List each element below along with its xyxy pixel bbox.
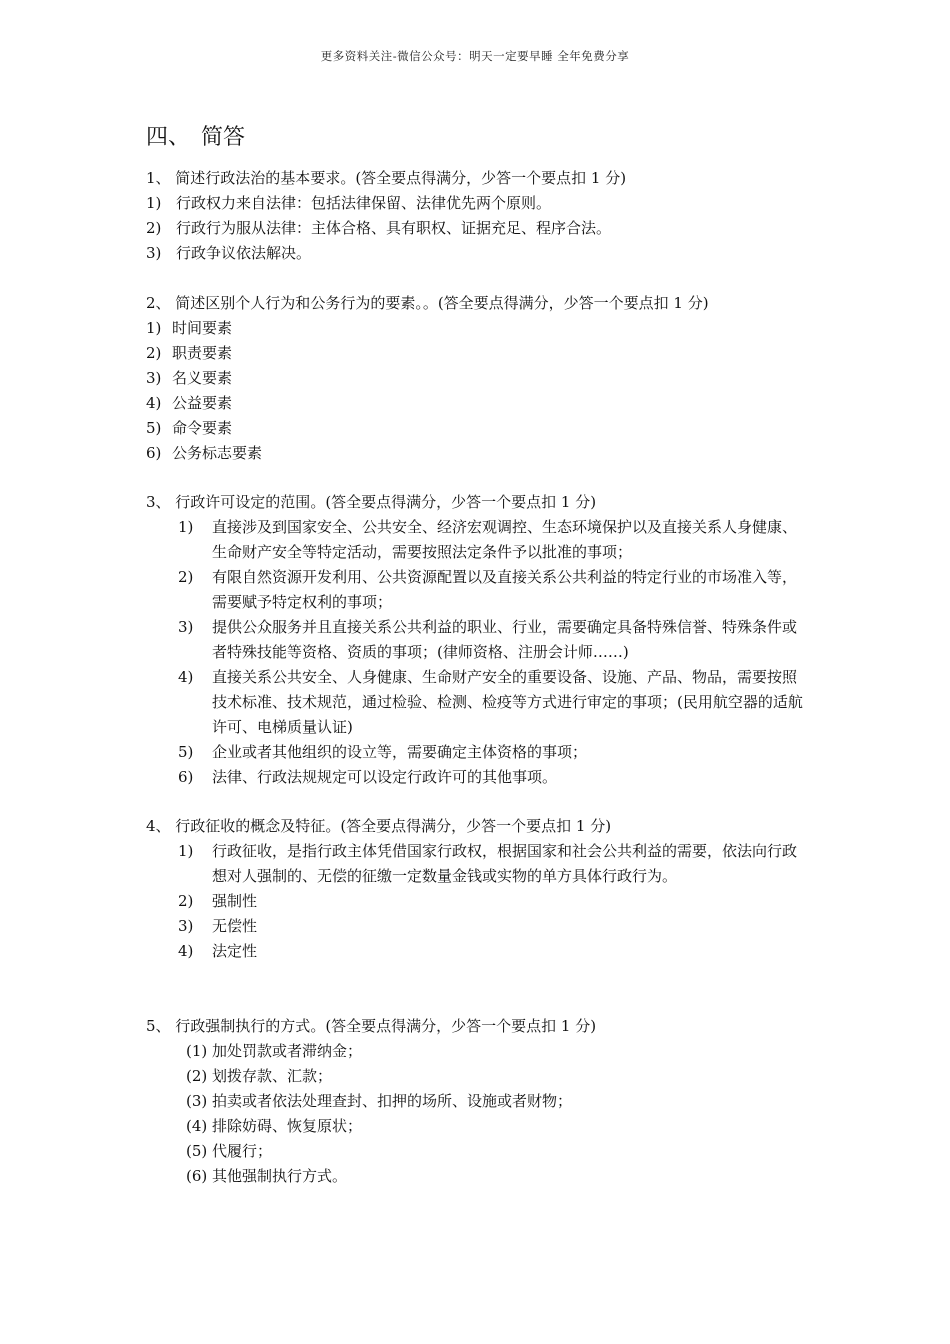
q3-item-4: [178, 665, 810, 740]
q2-item-6: [146, 441, 262, 466]
item-number: 2): [178, 892, 194, 910]
item-number: 5): [146, 419, 162, 437]
item-number: 2): [146, 344, 162, 362]
q5-item-3: (3) 拍卖或者依法处理查封、扣押的场所、设施或者财物；: [186, 1092, 573, 1110]
item-text: 名义要素: [172, 369, 233, 387]
item-text: 行政行为服从法律：主体合格、具有职权、证据充足、程序合法。: [176, 219, 612, 237]
q3-item-2: [178, 565, 810, 615]
item-number: 5): [178, 743, 194, 761]
q5-item-6: (6) 其他强制执行方式。: [186, 1167, 348, 1185]
q1-item-3: [146, 241, 311, 266]
q2-item-2: [146, 341, 232, 366]
item-text: 直接关系公共安全、人身健康、生命财产安全的重要设备、设施、产品、物品，需要按照技术标准、技术规范，通过检验、检测、检疫等方式进行审定的事项；(民用航空器的适航许可、电梯质量认证): [212, 668, 803, 736]
q4-item-1: [178, 839, 810, 889]
q5-item-5: (5) 代履行；: [186, 1142, 273, 1160]
question-1-title: 1、 简述行政法治的基本要求。(答全要点得满分，少答一个要点扣 1 分): [146, 169, 627, 187]
item-number: 1): [146, 194, 162, 212]
section-title: 四、 简答: [146, 125, 246, 150]
item-number: 1): [178, 842, 194, 860]
question-4-title: 4、 行政征收的概念及特征。(答全要点得满分，少答一个要点扣 1 分): [146, 817, 612, 835]
q1-item-2: [146, 216, 611, 241]
q4-item-4: [178, 939, 810, 964]
item-number: 1): [178, 518, 194, 536]
q4-item-3: [178, 914, 810, 939]
q1-item-1: [146, 191, 551, 216]
item-number: 1): [146, 319, 162, 337]
item-number: 3): [178, 917, 194, 935]
q3-item-5: [178, 740, 810, 765]
item-number: 4): [146, 394, 162, 412]
item-text: 行政争议依法解决。: [176, 244, 312, 262]
item-text: 公务标志要素: [172, 444, 263, 462]
item-number: 3): [146, 244, 162, 262]
q4-item-2: [178, 889, 810, 914]
item-text: 公益要素: [172, 394, 233, 412]
q5-item-4: (4) 排除妨碍、恢复原状；: [186, 1117, 363, 1135]
item-text: 提供公众服务并且直接关系公共利益的职业、行业，需要确定具备特殊信誉、特殊条件或者特殊技能等资格、资质的事项；(律师资格、注册会计师……): [212, 618, 798, 661]
q3-item-3: [178, 615, 810, 665]
item-number: 4): [178, 942, 194, 960]
item-text: 直接涉及到国家安全、公共安全、经济宏观调控、生态环境保护以及直接关系人身健康、生命财产安全等特定活动，需要按照法定条件予以批准的事项；: [212, 518, 798, 561]
question-3-title: 3、 行政许可设定的范围。(答全要点得满分，少答一个要点扣 1 分): [146, 493, 597, 511]
q2-item-4: [146, 391, 232, 416]
q5-item-1: (1) 加处罚款或者滞纳金；: [186, 1042, 363, 1060]
q3-item-1: [178, 515, 810, 565]
q5-item-2: (2) 划拨存款、汇款；: [186, 1067, 333, 1085]
item-number: 3): [178, 618, 194, 636]
item-number: 2): [146, 219, 162, 237]
q2-item-1: [146, 316, 232, 341]
item-text: 命令要素: [172, 419, 233, 437]
q2-item-3: [146, 366, 232, 391]
question-5-title: 5、 行政强制执行的方式。(答全要点得满分，少答一个要点扣 1 分): [146, 1017, 597, 1035]
item-text: 有限自然资源开发利用、公共资源配置以及直接关系公共利益的特定行业的市场准入等，需要赋予特定权利的事项；: [212, 568, 798, 611]
q3-item-6: [178, 765, 810, 790]
item-number: 6): [178, 768, 194, 786]
item-text: 行政征收，是指行政主体凭借国家行政权，根据国家和社会公共利益的需要，依法向行政想对人强制的、无偿的征缴一定数量金钱或实物的单方具体行政行为。: [212, 842, 798, 885]
page-header: 更多资料关注-微信公众号：明天一定要早睡 全年免费分享: [320, 49, 630, 63]
item-text: 无偿性: [212, 917, 258, 935]
item-text: 行政权力来自法律：包括法律保留、法律优先两个原则。: [176, 194, 552, 212]
item-number: 4): [178, 668, 194, 686]
item-text: 法定性: [212, 942, 258, 960]
item-text: 强制性: [212, 892, 258, 910]
item-number: 2): [178, 568, 194, 586]
q2-item-5: [146, 416, 232, 441]
item-text: 时间要素: [172, 319, 233, 337]
item-number: 6): [146, 444, 162, 462]
item-number: 3): [146, 369, 162, 387]
item-text: 企业或者其他组织的设立等，需要确定主体资格的事项；: [212, 743, 588, 761]
item-text: 职责要素: [172, 344, 233, 362]
item-text: 法律、行政法规规定可以设定行政许可的其他事项。: [212, 768, 558, 786]
question-2-title: 2、 简述区别个人行为和公务行为的要素。。(答全要点得满分，少答一个要点扣 1 分): [146, 294, 709, 312]
